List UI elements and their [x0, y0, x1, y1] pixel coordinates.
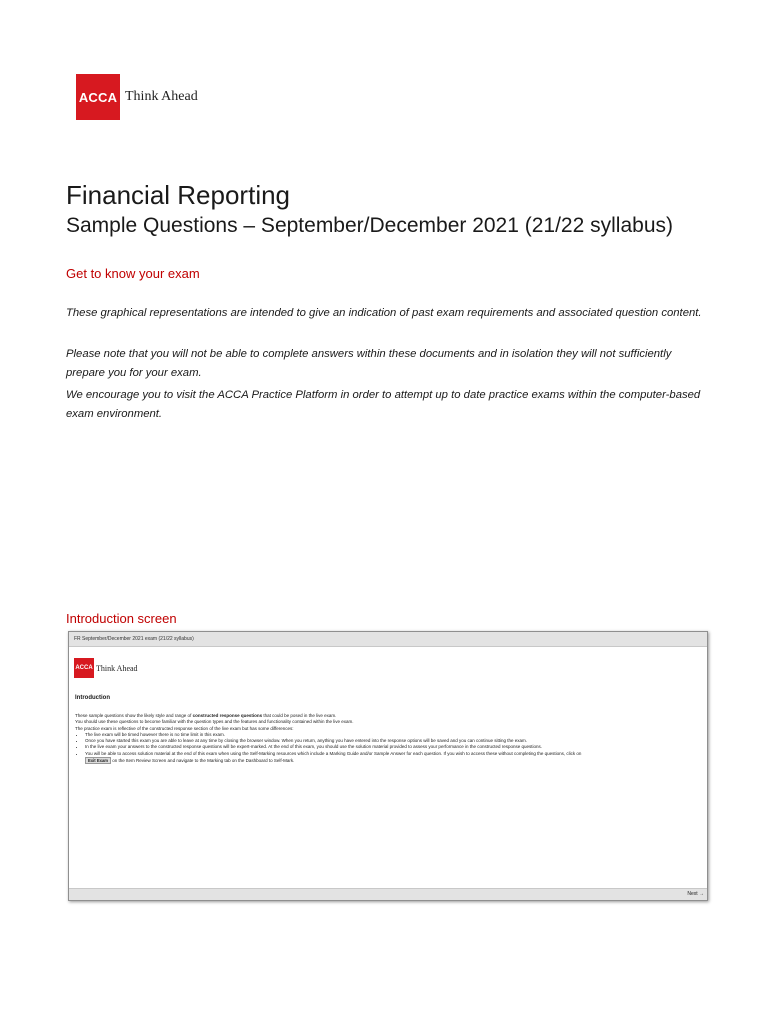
acca-logo-mark: ACCA: [76, 74, 120, 120]
intro-paragraph-1: These graphical representations are intended to give an indication of past exam requirements and associated question content.: [66, 307, 702, 319]
page-title: Financial Reporting: [66, 180, 291, 210]
list-item: • The live exam will be timed however there is no time limit in this exam.: [85, 732, 701, 738]
screenshot-exit-line: [75, 757, 701, 764]
line1-bold: constructed response questions: [192, 713, 263, 718]
exit-line-text: on the Item Review Screen and navigate to the Marking tab on the Dashboard to Self-Mark.: [111, 758, 295, 764]
logo-tagline: Think Ahead: [125, 89, 198, 104]
exit-exam-button[interactable]: Exit Exam: [85, 757, 111, 764]
screenshot-heading: Introduction: [75, 695, 110, 701]
screenshot-body: [75, 713, 701, 764]
screenshot-title-bar: FR September/December 2021 exam (21/22 syllabus): [69, 632, 707, 647]
line1-pre: These sample questions show the likely style and range of: [75, 713, 193, 718]
section-heading-know-exam: Get to know your exam: [66, 266, 200, 281]
screenshot-line-3: The practice exam is reflective of the constructed response section of the live exam but has some differences:: [75, 725, 294, 731]
page-subtitle: Sample Questions – September/December 2021 (21/22 syllabus): [66, 214, 673, 237]
screenshot-acca-logo: [74, 658, 138, 678]
list-item: • You will be able to access solution material at the end of this exam when using the Self-Marking resources which include a Marking Guide and/or Sample Answer for each question. If you wish to access these without completing the questions, click on: [85, 751, 701, 757]
list-item: • Once you have started this exam you are able to leave at any time by closing the browser window. When you return, anything you have entered into the response options will be saved and you can continue sitting the exam.: [85, 738, 701, 744]
screenshot-logo-tagline: Think Ahead: [96, 663, 138, 673]
screenshot-footer: [69, 888, 707, 900]
introduction-screenshot: [68, 631, 708, 901]
screenshot-logo-mark: ACCA: [74, 658, 94, 678]
intro-paragraph-2: Please note that you will not be able to complete answers within these documents and in isolation they will not sufficiently prepare you for your exam.: [66, 348, 672, 379]
line1-post: that could be posed in the live exam.: [262, 713, 337, 718]
list-item: • In the live exam your answers to the constructed response questions will be expert-marked. At the end of this exam, you should use the solution material provided to assess your performance in the constructed response questions.: [85, 744, 701, 750]
screenshot-line-2: You should use these questions to become familiar with the question types and the features and functionality contained within the live exam.: [75, 719, 354, 725]
next-button[interactable]: Next →: [687, 891, 704, 897]
screenshot-bullet-list: [75, 732, 701, 757]
section-heading-intro-screen: Introduction screen: [66, 611, 177, 626]
intro-paragraph-3: We encourage you to visit the ACCA Practice Platform in order to attempt up to date practice exams within the computer-based exam environment.: [66, 389, 701, 420]
acca-logo: [76, 74, 198, 120]
